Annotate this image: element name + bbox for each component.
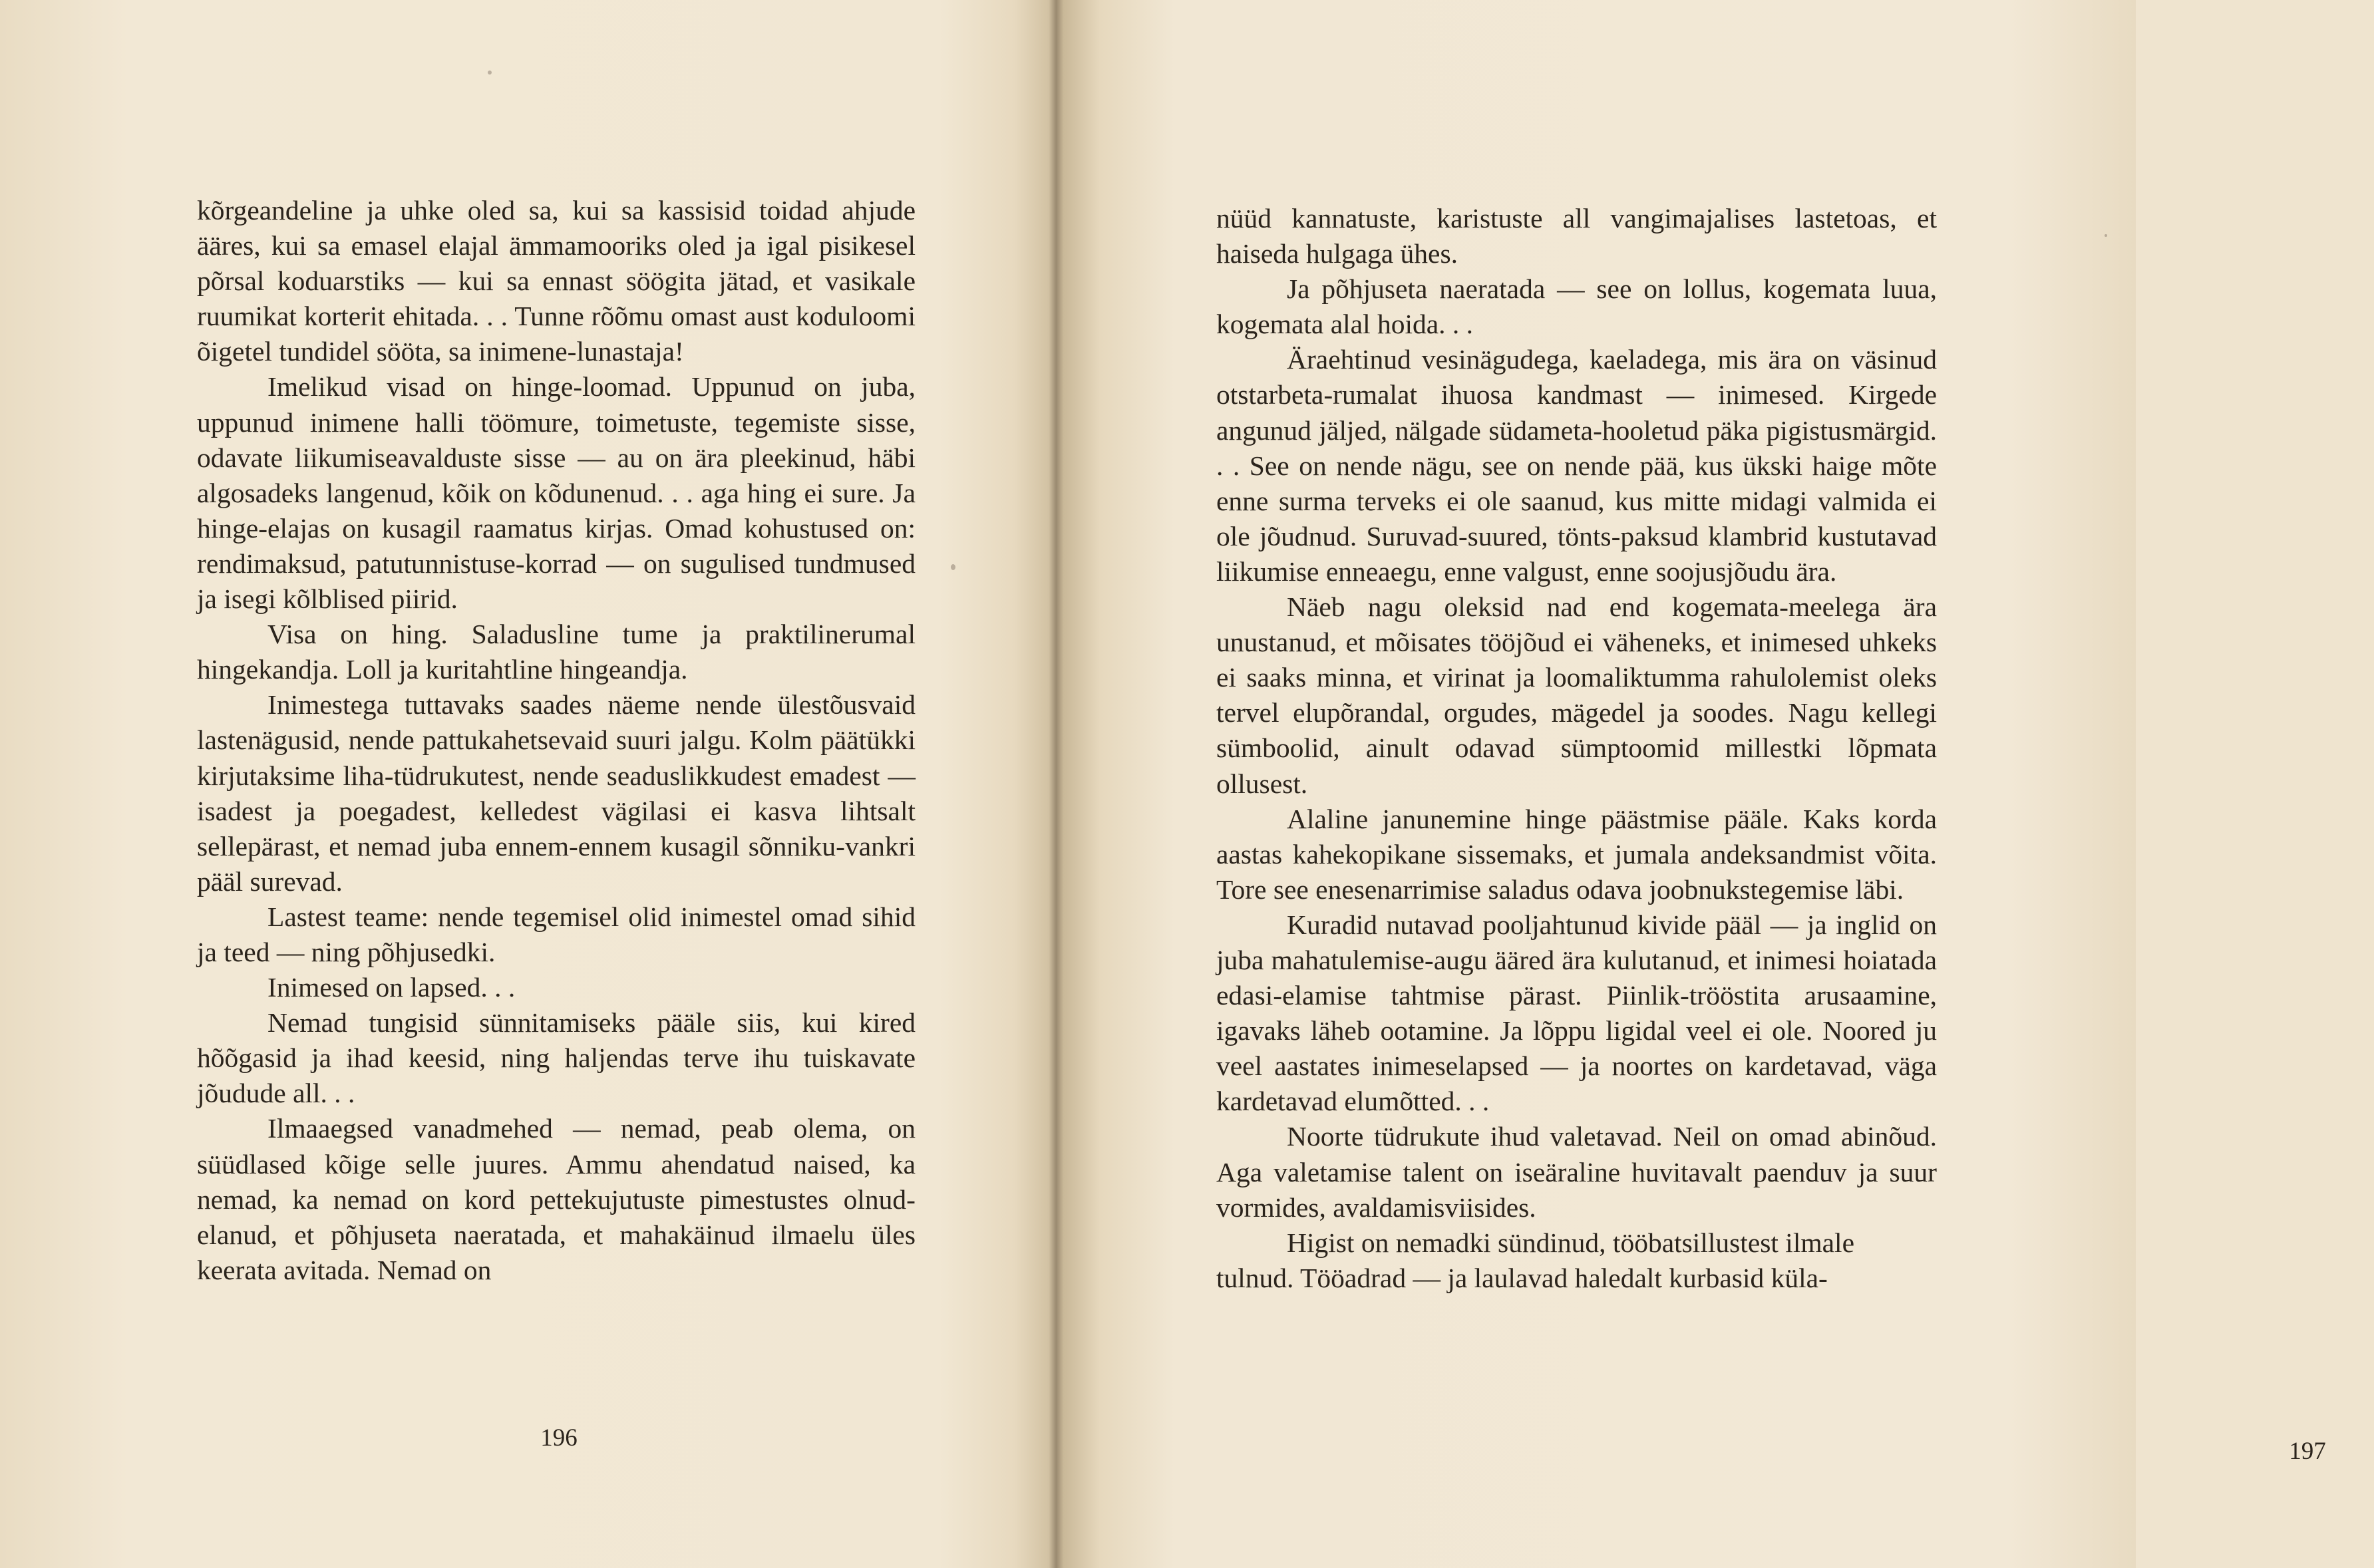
- paragraph: Alaline janunemine hinge päästmise pääle. Kaks korda aastas kahekopikane sissemaks, et jumala andeksandmist võita. Tore see enesenarrimise saladus odava joobnukstegemise läbi.: [1216, 803, 1937, 905]
- paragraph: Noorte tüdrukute ihud valetavad. Neil on omad abinõud. Aga valetamise talent on iseäraline huvitavalt paenduv ja suur vormides, avaldamisviisides.: [1216, 1121, 1937, 1223]
- paragraph: Ilmaaegsed vanadmehed — nemad, peab olema, on süüdlased kõige selle juures. Ammu ahendatud naised, ka nemad, ka nemad on kord pettekujutuste pimestustes olnud-elanud, et põhjuseta naeratada, et mahakäinud ilmaelu üles keerata avitada. Nemad on: [197, 1113, 916, 1285]
- left-page-text: [197, 193, 916, 1288]
- paper-speck: [951, 564, 955, 570]
- paragraph: Ja põhjuseta naeratada — see on lollus, kogemata luua, kogemata alal hoida. . .: [1216, 273, 1937, 340]
- paragraph: Imelikud visad on hinge-loomad. Uppunud on juba, uppunud inimene halli töömure, toimetuste, tegemiste sisse, odavate liikumiseavalduste sisse — au on ära pleekinud, häbi algosadeks langenud, kõik on kõdunenud. . . aga hing ei sure. Ja hinge-elajas on kusagil raamatus kirjas. Omad kohustused on: rendimaksud, patutunnistuse-korrad — on sugulised tundmused ja isegi kõlblised piirid.: [197, 371, 916, 615]
- paragraph: nüüd kannatuste, karistuste all vangimajalises lastetoas, et haiseda hulgaga ühes.: [1216, 203, 1937, 269]
- right-page: [1071, 0, 2326, 1568]
- left-page: [0, 0, 1058, 1568]
- paragraph: kõrgeandeline ja uhke oled sa, kui sa kassisid toidad ahjude ääres, kui sa emasel elajal ämmamooriks oled ja igal pisikesel põrsal koduarstiks — kui sa ennast söögita jätad, et vasikale ruumikat korterit ehitada. . . Tunne rõõmu omast aust koduloomi õigetel tundidel sööta, sa inimene-lunastaja!: [197, 195, 916, 367]
- paragraph: Näeb nagu oleksid nad end kogemata-meelega ära unustanud, et mõisates tööjõud ei väheneks, et inimesed uhkeks ei saaks minna, et virinat ja loomaliktumma rahulolemist oleks tervel elupõrandal, orgudes, mägedel ja soodes. Nagu kellegi sümboolid, ainult odavad sümptoomid millestki lõpmata ollusest.: [1216, 591, 1937, 799]
- page-number: 197: [2289, 1438, 2326, 1465]
- paragraph: Visa on hing. Saladusline tume ja praktilinerumal hingekandja. Loll ja kuritahtline hingeandja.: [197, 619, 916, 685]
- paragraph: Äraehtinud vesinägudega, kaeladega, mis ära on väsinud otstarbeta-rumalat ihuosa kandmast — inimesed. Kirgede angunud jäljed, nälgade südameta-hooletud päka pigistusmärgid. . . See on nende nägu, see on nende pää, kus ükski haige mõte enne surma terveks ei ole saanud, kus mitte midagi valmida ei ole jõudnud. Suruvad-suured, tönts-paksud klambrid kustutavad liikumise enneaegu, enne valgust, enne soojusjõudu ära.: [1216, 344, 1937, 587]
- paper-speck: [2105, 234, 2107, 237]
- paragraph: Lastest teame: nende tegemisel olid inimestel omad sihid ja teed — ning põhjusedki.: [197, 901, 916, 967]
- right-page-text: [1216, 201, 1937, 1296]
- paragraph: Nemad tungisid sünnitamiseks pääle siis, kui kired hõõgasid ja ihad keesid, ning haljendas terve ihu tuiskavate jõudude all. . .: [197, 1007, 916, 1109]
- paragraph: Kuradid nutavad pooljahtunud kivide pääl — ja inglid on juba mahatulemise-augu ääred ära kulutanud, et inimesi hoiatada edasi-elamise tahtmise pärast. Piinlik-trööstita arusaamine, igavaks läheb ootamine. Ja lõppu ligidal veel ei ole. Noored ju veel aastates inimeselapsed — ja noortes on kardetavad, väga kardetavad elumõtted. . .: [1216, 909, 1937, 1117]
- paragraph: Higist on nemadki sündinud, tööbatsillustest ilmale tulnud. Tööadrad — ja laulavad haledalt kurbasid küla-: [1216, 1227, 1854, 1293]
- paper-speck: [488, 71, 492, 75]
- paragraph: Inimesed on lapsed. . .: [267, 972, 516, 1003]
- page-number: 196: [540, 1424, 578, 1452]
- paragraph: Inimestega tuttavaks saades näeme nende ülestõusvaid lastenägusid, nende pattukahetsevaid suuri jalgu. Kolm päätükki kirjutaksime liha-tüdrukutest, nende seaduslikkudest emadest — isadest ja poegadest, kelledest vägilasi ei kasva lihtsalt sellepärast, et nemad juba ennem-ennem kusagil sõnniku-vankri pääl surevad.: [197, 689, 916, 897]
